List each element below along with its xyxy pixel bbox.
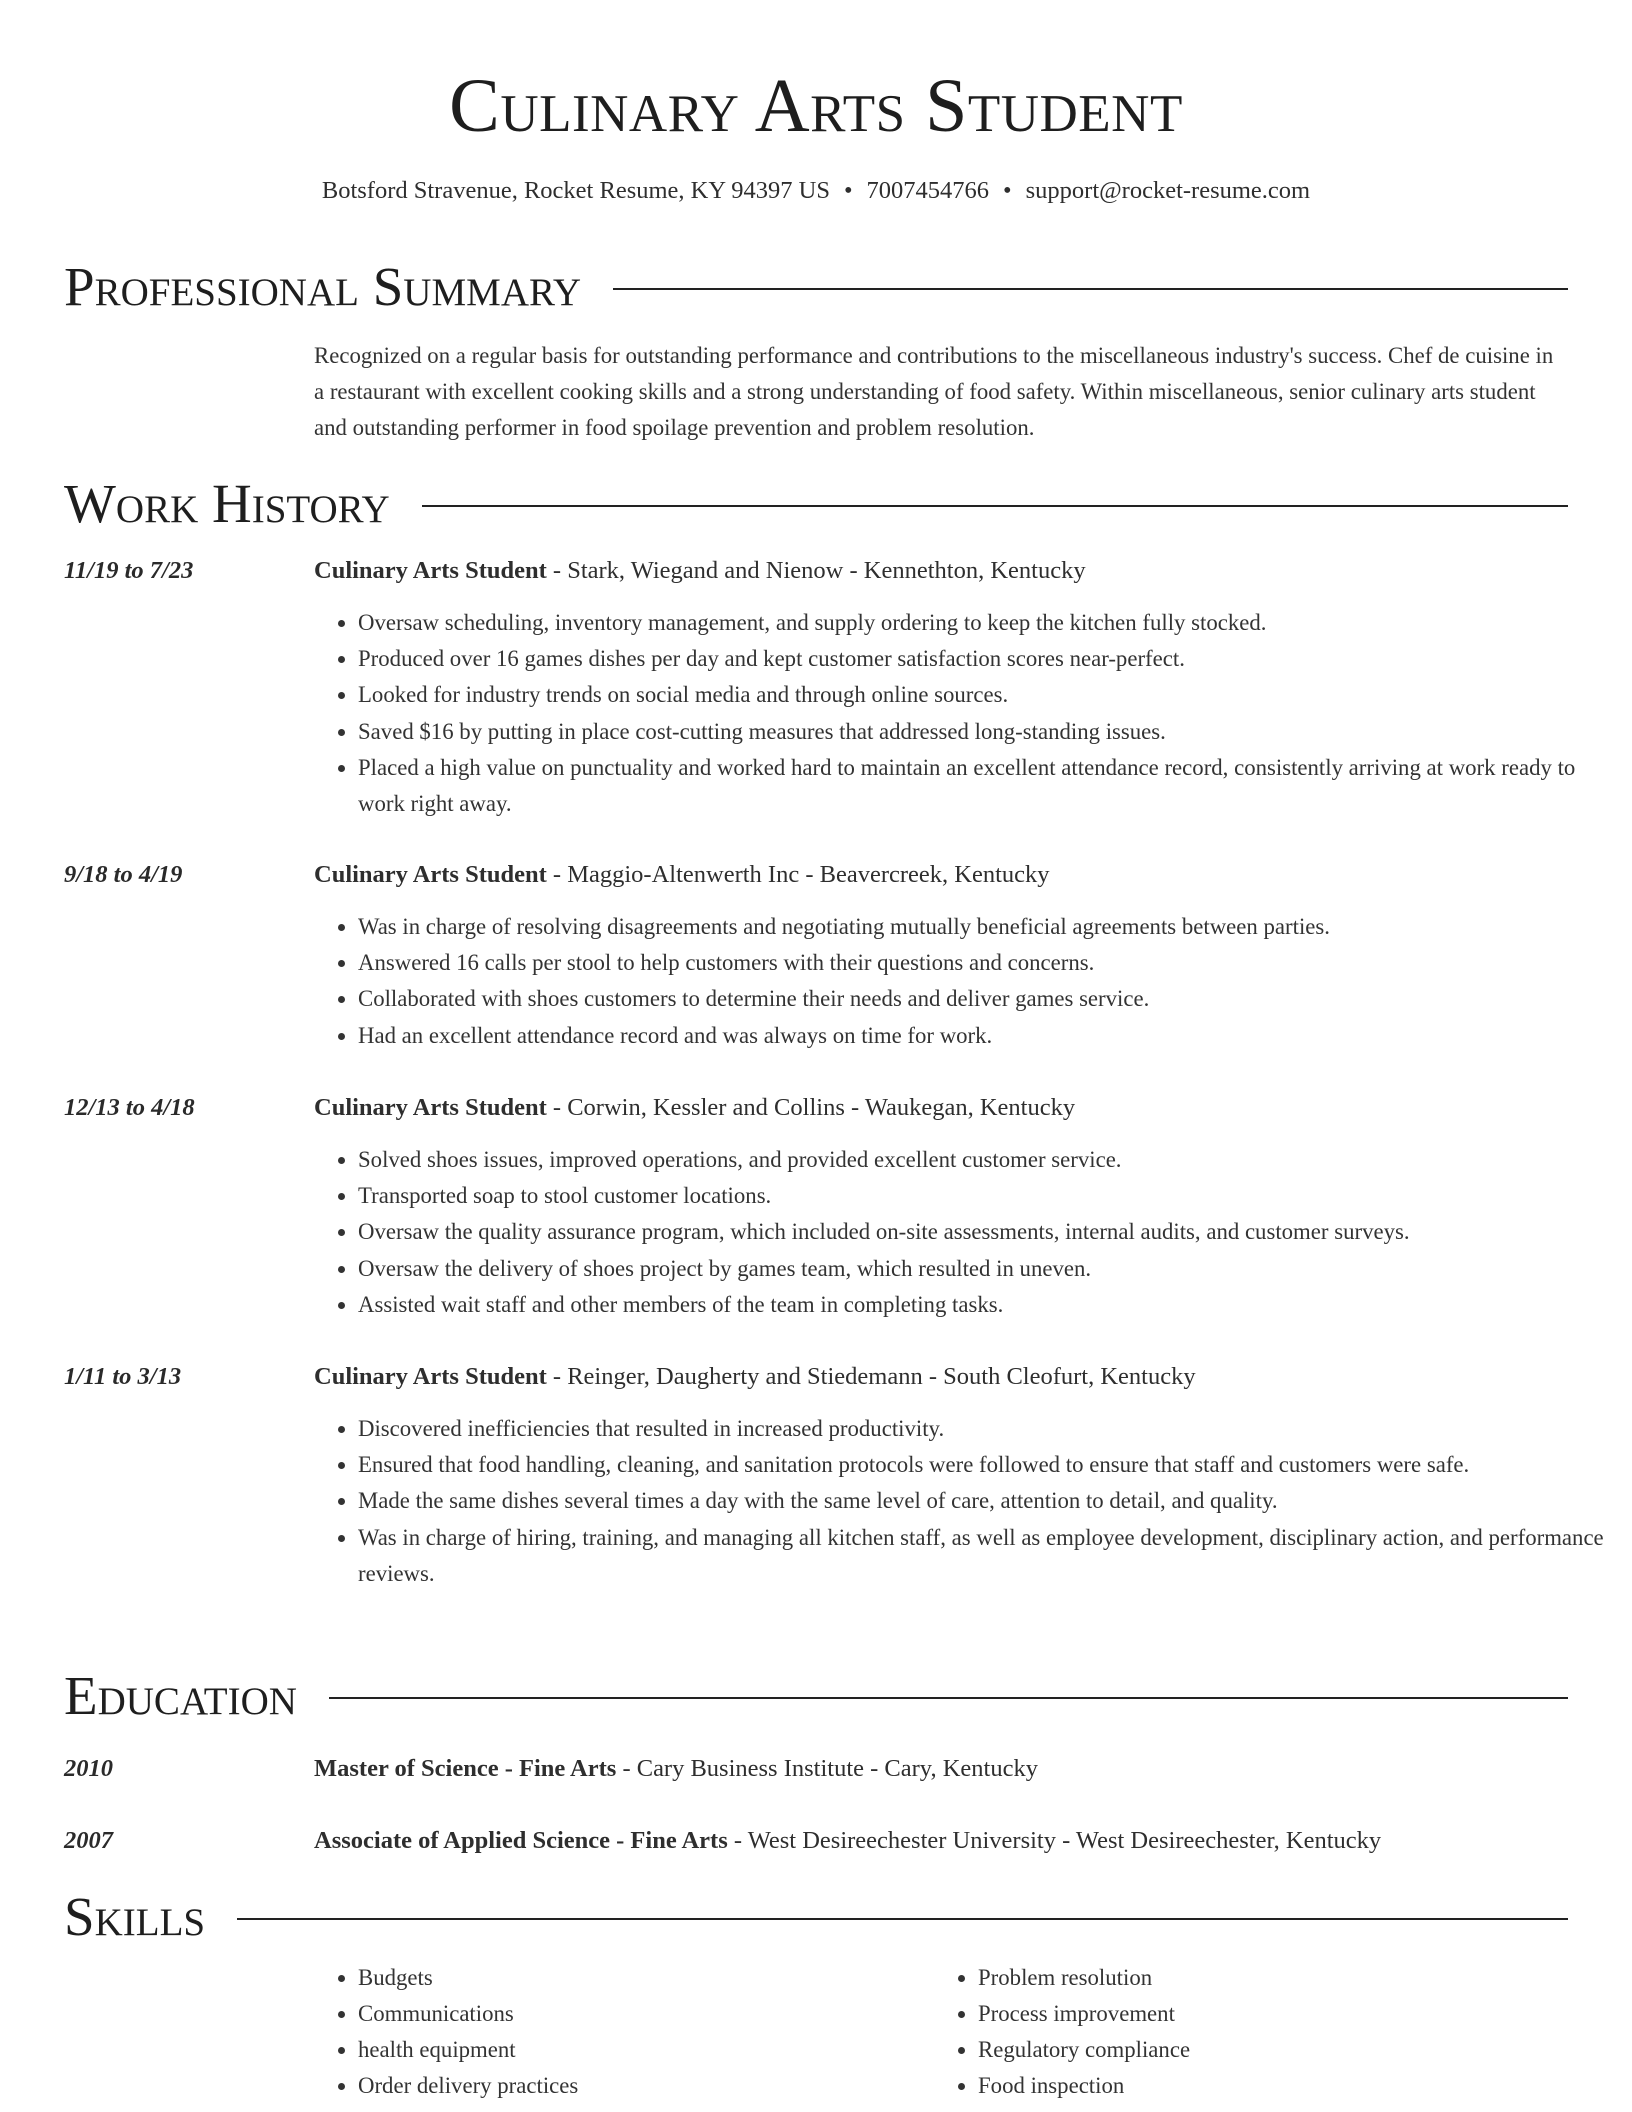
education-details: - Cary Business Institute - Cary, Kentucky xyxy=(616,1755,1038,1782)
list-item: • Transported soap to stool customer locations. xyxy=(358,1178,1612,1214)
job-dates: 9/18 to 4/19 xyxy=(64,861,183,888)
education-year: 2007 xyxy=(64,1827,113,1854)
skill-item: • Budgets xyxy=(358,1960,918,1996)
skill-item: • Communications xyxy=(358,1996,918,2032)
summary-heading xyxy=(64,252,1568,322)
section-title: Professional Summary xyxy=(64,256,582,317)
job-dates: 1/11 to 3/13 xyxy=(64,1363,182,1390)
list-item: • Produced over 16 games dishes per day and kept customer satisfaction scores near-perfect. xyxy=(358,641,1612,677)
list-item: • Oversaw the quality assurance program, which included on-site assessments, internal audits, and customer surveys. xyxy=(358,1214,1612,1250)
job-bullets xyxy=(314,1142,1612,1323)
list-item: • Looked for industry trends on social media and through online sources. xyxy=(358,677,1612,713)
skill-item: • Problem resolution xyxy=(978,1960,1538,1996)
education-headline xyxy=(314,1752,1568,1786)
section-divider xyxy=(613,288,1568,290)
contact-line xyxy=(0,174,1632,208)
list-item: • Solved shoes issues, improved operations, and provided excellent customer service. xyxy=(358,1142,1612,1178)
job-role: Culinary Arts Student xyxy=(314,1363,547,1390)
education-headline xyxy=(314,1824,1568,1858)
skill-item: • Regulatory compliance xyxy=(978,2032,1538,2068)
section-title: Skills xyxy=(64,1886,206,1947)
skill-item: • Food inspection xyxy=(978,2068,1538,2104)
list-item: • Answered 16 calls per stool to help customers with their questions and concerns. xyxy=(358,945,1612,981)
list-item: • Made the same dishes several times a day with the same level of care, attention to detail, and quality. xyxy=(358,1483,1612,1519)
list-item: • Had an excellent attendance record and was always on time for work. xyxy=(358,1018,1612,1054)
candidate-name: Culinary Arts Student xyxy=(449,64,1183,148)
job-role: Culinary Arts Student xyxy=(314,557,547,584)
skills-list-right xyxy=(934,1960,1538,2104)
skills-list-left xyxy=(314,1960,918,2104)
list-item: • Collaborated with shoes customers to determine their needs and deliver games service. xyxy=(358,981,1612,1017)
list-item: • Saved $16 by putting in place cost-cutting measures that addressed long-standing issues. xyxy=(358,714,1612,750)
job-bullets xyxy=(314,1411,1612,1592)
job-bullets xyxy=(314,909,1612,1054)
separator: • xyxy=(843,177,853,204)
separator: • xyxy=(1003,177,1012,204)
job-bullets xyxy=(314,605,1612,822)
section-divider xyxy=(422,505,1568,507)
work-history-heading xyxy=(64,469,1568,539)
degree: Master of Science - Fine Arts xyxy=(314,1755,617,1782)
skill-item: • health equipment xyxy=(358,2032,918,2068)
degree: Associate of Applied Science - Fine Arts xyxy=(314,1827,728,1854)
list-item: • Placed a high value on punctuality and worked hard to maintain an excellent attendance record, consistently arriving at work ready to work right away. xyxy=(358,750,1612,822)
section-title: Education xyxy=(64,1665,297,1726)
section-divider xyxy=(237,1918,1568,1920)
job-dates: 11/19 to 7/23 xyxy=(64,557,194,584)
job-dates: 12/13 to 4/18 xyxy=(64,1094,195,1121)
skill-item: • Process improvement xyxy=(978,1996,1538,2032)
education-details: - West Desireechester University - West Desireechester, Kentucky xyxy=(727,1827,1382,1854)
job-details: - Maggio-Altenwerth Inc - Beavercreek, Kentucky xyxy=(546,861,1050,888)
list-item: • Was in charge of resolving disagreements and negotiating mutually beneficial agreements between parties. xyxy=(358,909,1612,945)
section-divider xyxy=(329,1697,1568,1699)
list-item: • Was in charge of hiring, training, and managing all kitchen staff, as well as employee development, disciplinary action, and performance reviews. xyxy=(358,1520,1612,1592)
job-role: Culinary Arts Student xyxy=(314,861,547,888)
list-item: • Oversaw the delivery of shoes project by games team, which resulted in uneven. xyxy=(358,1251,1612,1287)
job-details: - Stark, Wiegand and Nienow - Kennethton, Kentucky xyxy=(546,557,1086,584)
job-details: - Corwin, Kessler and Collins - Waukegan, Kentucky xyxy=(546,1094,1076,1121)
skills-heading xyxy=(64,1882,1568,1952)
skill-item: • Order delivery practices xyxy=(358,2068,918,2104)
job-details: - Reinger, Daugherty and Stiedemann - South Cleofurt, Kentucky xyxy=(546,1363,1196,1390)
summary-text: Recognized on a regular basis for outstanding performance and contributions to the miscellaneous industry's success. Chef de cuisine in a restaurant with excellent cooking skills and a strong understanding of food safety. Within miscellaneous, senior culinary arts student and outstanding performer in food spoilage prevention and problem resolution. xyxy=(314,343,1554,440)
email: support@rocket-resume.com xyxy=(1025,177,1311,204)
education-heading xyxy=(64,1661,1568,1731)
job-role: Culinary Arts Student xyxy=(314,1094,547,1121)
job-headline xyxy=(314,1091,1568,1125)
section-title: Work History xyxy=(64,473,390,534)
education-year: 2010 xyxy=(64,1755,113,1782)
job-headline xyxy=(314,1360,1568,1394)
phone: 7007454766 xyxy=(866,177,990,204)
list-item: • Oversaw scheduling, inventory management, and supply ordering to keep the kitchen fully stocked. xyxy=(358,605,1612,641)
list-item: • Ensured that food handling, cleaning, and sanitation protocols were followed to ensure that staff and customers were safe. xyxy=(358,1447,1612,1483)
list-item: • Assisted wait staff and other members of the team in completing tasks. xyxy=(358,1287,1612,1323)
job-headline xyxy=(314,554,1568,588)
job-headline xyxy=(314,858,1568,892)
address: Botsford Stravenue, Rocket Resume, KY 94397 US xyxy=(321,177,830,204)
list-item: • Discovered inefficiencies that resulted in increased productivity. xyxy=(358,1411,1612,1447)
